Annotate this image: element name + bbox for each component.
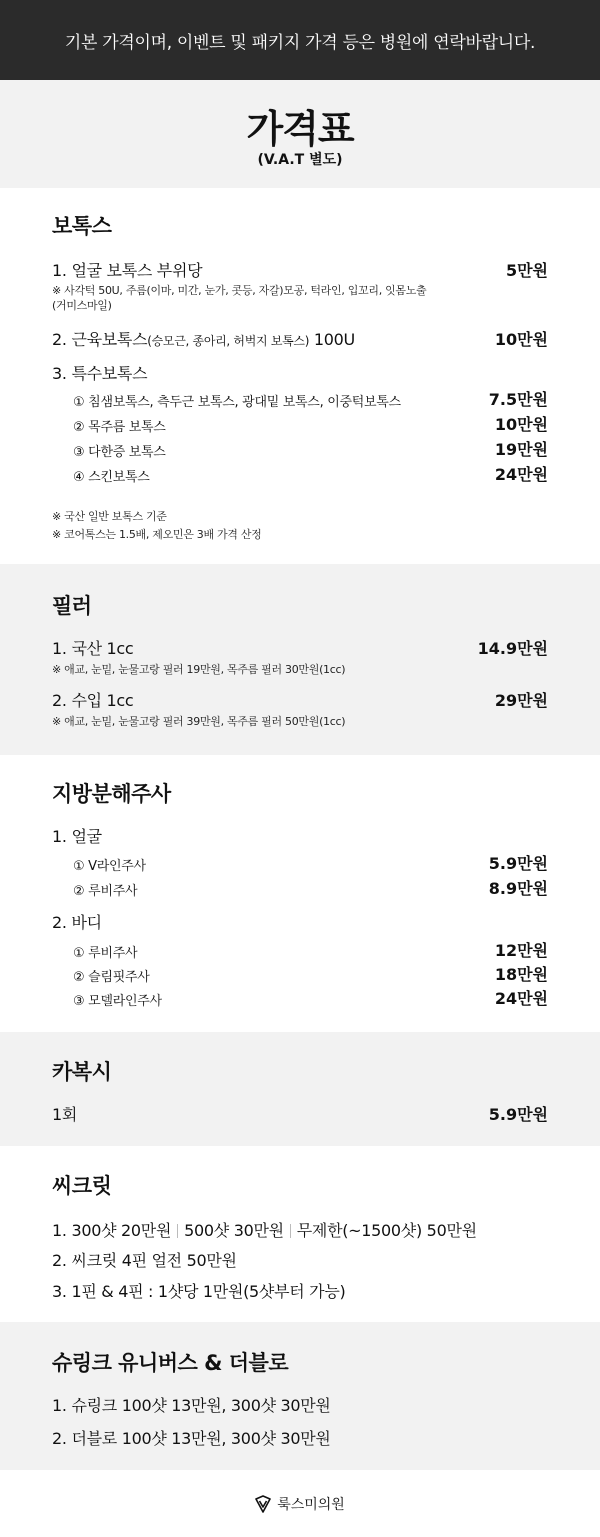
filler-section — [0, 564, 600, 755]
botox-item-2-title: 2. 근육보톡스 — [52, 330, 148, 349]
separator — [290, 1224, 291, 1238]
filler-item-2-note: ※ 애교, 눈밑, 눈물고랑 필러 39만원, 목주름 필러 50만원(1cc) — [52, 715, 346, 728]
filler-item-1-label: 1. 국산 1cc — [52, 639, 134, 658]
special-botox-3-label: ③ 다한증 보톡스 — [73, 445, 166, 460]
filler-item-1-price: 14.9만원 — [477, 639, 548, 658]
fat-body-item-3-label: ③ 모델라인주사 — [73, 994, 162, 1009]
botox-note-2: ※ 코어톡스는 1.5배, 제오민은 3배 가격 산정 — [52, 528, 262, 541]
secret-line-2: 2. 씨크릿 4핀 얼전 50만원 — [52, 1251, 237, 1270]
secret-line-1a: 1. 300샷 20만원 — [52, 1221, 172, 1240]
fat-body-label: 2. 바디 — [52, 913, 102, 932]
botox-note-1: ※ 국산 일반 보톡스 기준 — [52, 510, 167, 523]
diamond-v-logo-icon — [255, 1495, 271, 1513]
secret-line-3: 3. 1핀 & 4핀 : 1샷당 1만원(5샷부터 가능) — [52, 1282, 346, 1301]
kabsi-section — [0, 1032, 600, 1146]
special-botox-4-price: 24만원 — [494, 465, 548, 484]
kabsi-heading: 카복시 — [52, 1060, 112, 1084]
botox-item-2-price: 10만원 — [494, 330, 548, 349]
shrink-line-1: 1. 슈링크 100샷 13만원, 300샷 30만원 — [52, 1396, 331, 1415]
secret-section — [0, 1146, 600, 1322]
special-botox-2-label: ② 목주름 보톡스 — [73, 420, 166, 435]
footer — [0, 1470, 600, 1537]
filler-item-1-note: ※ 애교, 눈밑, 눈물고랑 필러 19만원, 목주름 필러 30만원(1cc) — [52, 663, 346, 676]
clinic-name: 룩스미의원 — [277, 1496, 345, 1513]
fat-face-item-1-price: 5.9만원 — [488, 854, 548, 873]
special-botox-1-label: ① 침샘보톡스, 측두근 보톡스, 광대밑 보톡스, 이중턱보톡스 — [73, 395, 401, 410]
secret-line-1c: 무제한(~1500샷) 50만원 — [296, 1221, 477, 1240]
fat-face-item-2-price: 8.9만원 — [488, 879, 548, 898]
fat-body-item-1-label: ① 루비주사 — [73, 946, 138, 961]
filler-item-2-label: 2. 수입 1cc — [52, 691, 134, 710]
kabsi-price: 5.9만원 — [488, 1105, 548, 1124]
notice-banner: 기본 가격이며, 이벤트 및 패키지 가격 등은 병원에 연락바랍니다. — [0, 0, 600, 80]
special-botox-2-price: 10만원 — [494, 415, 548, 434]
fat-face-item-2-label: ② 루비주사 — [73, 884, 138, 899]
special-botox-3-price: 19만원 — [494, 440, 548, 459]
shrink-heading: 슈링크 유니버스 & 더블로 — [52, 1351, 289, 1375]
title-area — [0, 80, 600, 188]
botox-item-1-price: 5만원 — [505, 261, 548, 280]
shrink-line-2: 2. 더블로 100샷 13만원, 300샷 30만원 — [52, 1429, 331, 1448]
botox-item-1-note: ※ 사각턱 50U, 주름(이마, 미간, 눈가, 콧등, 자갈)모공, 턱라인, 입꼬리, 잇몸노출(거미스마일) — [52, 284, 427, 312]
secret-heading: 씨크릿 — [52, 1174, 112, 1198]
kabsi-label: 1회 — [52, 1105, 78, 1124]
clinic-logo — [255, 1494, 345, 1514]
filler-heading: 필러 — [52, 594, 92, 618]
separator — [177, 1224, 178, 1238]
botox-item-2-detail: (승모근, 종아리, 허벅지 보톡스) — [147, 334, 310, 348]
botox-item-1-label: 1. 얼굴 보톡스 부위당 — [52, 261, 203, 280]
botox-heading: 보톡스 — [52, 214, 112, 238]
filler-item-2-price: 29만원 — [494, 691, 548, 710]
secret-line-1b: 500샷 30만원 — [184, 1221, 284, 1240]
fat-body-item-2-price: 18만원 — [494, 965, 548, 984]
fat-face-label: 1. 얼굴 — [52, 827, 102, 846]
special-botox-1-price: 7.5만원 — [488, 390, 548, 409]
botox-item-3-label: 3. 특수보톡스 — [52, 364, 148, 383]
botox-section — [0, 188, 600, 564]
page-subtitle: (V.A.T 별도) — [257, 152, 343, 168]
fat-heading: 지방분해주사 — [52, 782, 171, 806]
botox-item-2-label — [52, 327, 355, 350]
botox-item-2-unit: 100U — [309, 330, 355, 349]
fat-body-item-3-price: 24만원 — [494, 989, 548, 1008]
page-title: 가격표 — [246, 107, 354, 151]
special-botox-4-label: ④ 스킨보톡스 — [73, 470, 150, 485]
fat-body-item-1-price: 12만원 — [494, 941, 548, 960]
secret-line-1 — [52, 1218, 477, 1241]
shrink-section — [0, 1322, 600, 1470]
fat-body-item-2-label: ② 슬림핏주사 — [73, 970, 150, 985]
fat-section — [0, 755, 600, 1032]
fat-face-item-1-label: ① V라인주사 — [73, 859, 146, 874]
